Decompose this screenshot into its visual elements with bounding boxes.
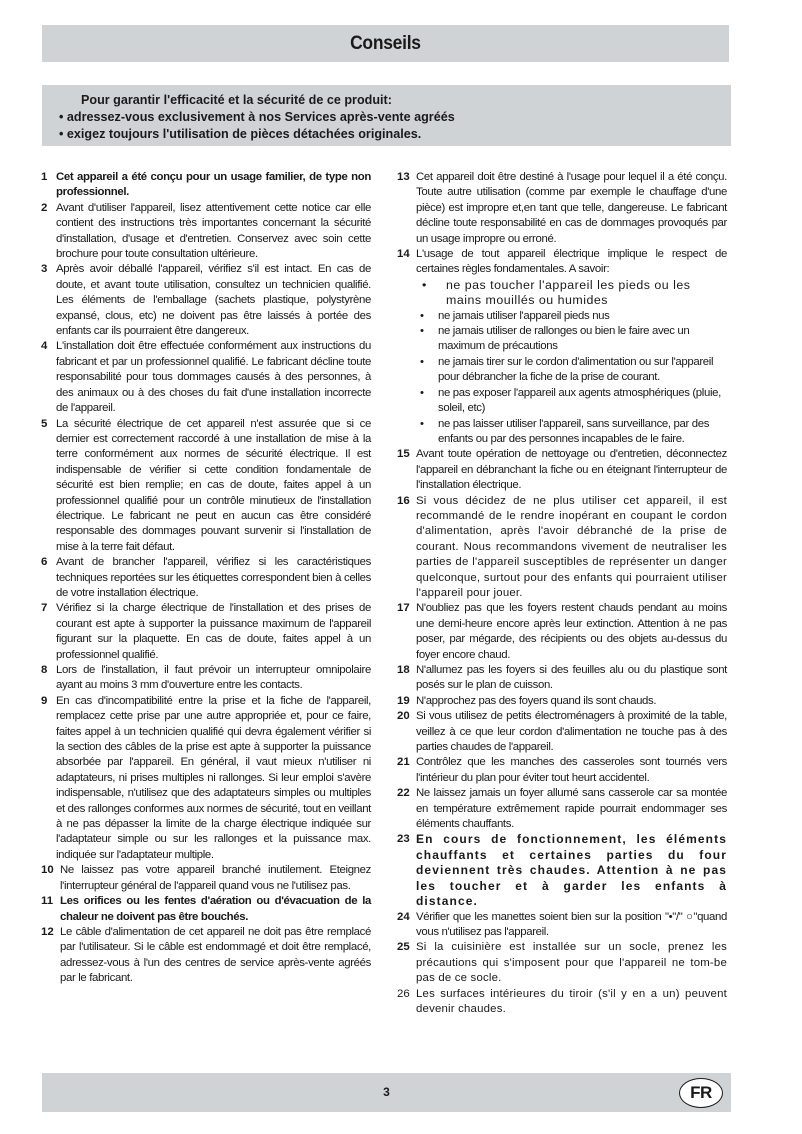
item-text: Ne laissez jamais un foyer allumé sans casserole car sa montée en température extrêmement rapide pourrait endommager ses éléments chauffants. xyxy=(416,787,727,831)
advice-item xyxy=(41,894,371,925)
item-text: Ne laissez pas votre appareil branché inutilement. Eteignez l'interrupteur général de l'appareil quand vous ne l'utilisez pas. xyxy=(60,864,371,892)
advice-item xyxy=(397,709,727,755)
item-number: 10 xyxy=(41,864,54,877)
advice-item xyxy=(41,601,371,663)
advice-item xyxy=(397,940,727,986)
item-number: 9 xyxy=(41,694,48,707)
item-number: 1 xyxy=(41,171,48,183)
info-bullet: • exigez toujours l'utilisation de pièces détachées originales. xyxy=(59,127,422,141)
item-text: Les surfaces intérieures du tiroir (s'il y en a un) peuvent devenir chaudes. xyxy=(416,987,727,1015)
advice-item xyxy=(397,910,727,941)
item-number: 19 xyxy=(397,694,410,707)
advice-item xyxy=(41,339,371,416)
item-text: En cours de fonctionnement, les éléments chauffants et certaines parties du four deviennent très chaudes. Attention à ne pas les toucher et à garder les enfants à distance. xyxy=(416,832,727,909)
item-number: 18 xyxy=(397,664,410,676)
advice-item xyxy=(397,447,727,493)
advice-item xyxy=(397,663,727,694)
advice-item xyxy=(41,694,371,863)
item-text: Les orifices ou les fentes d'aération ou d'évacuation de la chaleur ne doivent pas être bouchés. xyxy=(60,895,371,923)
safety-info-box xyxy=(42,85,731,146)
info-lead: Pour garantir l'efficacité et la sécurité de ce produit: xyxy=(81,93,392,107)
item-text: Cet appareil doit être destiné à l'usage pour lequel il a été conçu. Toute autre utilisation (comme par exemple le chauffage d'une pièce) est impropre et,en tant que telle, dangereuse. Le fabricant décline toute responsabilité en cas de dommages provoqués par un usage impropre ou erroné. xyxy=(416,171,727,245)
item-number: 15 xyxy=(397,448,410,461)
advice-item xyxy=(397,694,727,709)
advice-item xyxy=(397,494,727,602)
info-bullet: • adressez-vous exclusivement à nos Services après-vente agréés xyxy=(59,110,455,124)
item-number: 7 xyxy=(41,602,48,615)
item-text: L'usage de tout appareil électrique implique le respect de certaines règles fondamentales. A savoir: xyxy=(416,248,727,276)
right-column xyxy=(397,170,727,1017)
page-number: 3 xyxy=(383,1085,390,1099)
rules-bullet-list xyxy=(416,278,727,447)
item-number: 21 xyxy=(397,756,410,769)
item-number: 26 xyxy=(397,987,410,1000)
advice-item xyxy=(397,832,727,909)
rule-bullet: • ne pas laisser utiliser l'appareil, sans surveillance, par des enfants ou par des personnes incapables de le faire. xyxy=(416,417,727,448)
item-number: 11 xyxy=(41,895,54,908)
item-number: 5 xyxy=(41,417,48,430)
rule-bullet: • ne pas toucher l'appareil les pieds ou les mains mouillés ou humides xyxy=(416,278,727,309)
advice-item xyxy=(41,663,371,694)
advice-item xyxy=(41,170,371,201)
item-number: 25 xyxy=(397,941,410,954)
item-text: N'approchez pas des foyers quand ils sont chauds. xyxy=(416,694,657,707)
page-header xyxy=(42,25,729,62)
item-number: 22 xyxy=(397,787,410,800)
item-number: 6 xyxy=(41,556,48,569)
rule-bullet: • ne jamais utiliser l'appareil pieds nus xyxy=(416,309,727,324)
advice-item xyxy=(41,417,371,556)
item-text: Vérifiez si la charge électrique de l'installation et des prises de courant est apte à supporter la puissance maximum de l'appareil figurant sur la plaquette. En cas de doute, faites appel à un professionnel qualifié. xyxy=(56,602,371,661)
item-number: 20 xyxy=(397,710,410,723)
item-number: 17 xyxy=(397,602,410,615)
item-text: Si la cuisinière est installée sur un socle, prenez les précautions qui s'imposent pour que l'appareil ne tom-be pas de ce socle. xyxy=(416,941,727,985)
item-text: Cet appareil a été conçu pour un usage familier, de type non professionnel. xyxy=(56,171,371,199)
item-number: 4 xyxy=(41,340,48,353)
item-number: 14 xyxy=(397,248,410,261)
advice-item xyxy=(397,601,727,663)
item-number: 24 xyxy=(397,910,410,923)
item-text: N'allumez pas les foyers si des feuilles alu ou du plastique sont posés sur le plan de cuisson. xyxy=(416,664,727,692)
advice-item xyxy=(41,201,371,263)
item-text: Après avoir déballé l'appareil, vérifiez s'il est intact. En cas de doute, et avant toute utilisation, consultez un technicien qualifié. Les éléments de l'emballage (sachets plastique, polystyrène expansé, clous, etc) ne doivent pas être laissés à portée des enfants car ils pourraient être dangereux. xyxy=(56,263,371,338)
item-text: L'installation doit être effectuée conformément aux instructions du fabricant et par un professionnel qualifié. Le fabricant décline toute responsabilité pour tous dommages causés à des personnes, à des animaux ou à des choses du fait d'une installation incorrecte de l'appareil. xyxy=(56,340,371,415)
item-number: 8 xyxy=(41,664,48,676)
rule-bullet: • ne jamais tirer sur le cordon d'alimentation ou sur l'appareil pour débrancher la fiche de la prise de courant. xyxy=(416,355,727,386)
item-text: Avant d'utiliser l'appareil, lisez attentivement cette notice car elle contient des instructions très importantes concernant la sécurité d'installation, d'usage et d'entretien. Conservez avec soin cette brochure pour toute consultation ultérieure. xyxy=(56,201,371,261)
item-text: Vérifier que les manettes soient bien sur la position "•"/" ○"quand vous n'utilisez pas l'appareil. xyxy=(416,910,727,938)
item-text: La sécurité électrique de cet appareil n'est assurée que si ce dernier est correctement raccordé à une installation de mise à la terre conformément aux normes de sécurité électrique. Il est indispensable de vérifier si cette condition fondamentale de sécurité est bien remplie; en cas de doute, faites appel à un professionnel qualifié pour un contrôle minutieux de l'installation électrique. Le fabricant ne peut en aucun cas être considéré responsable des dommages pouvant survenir si l'installation de mise à la terre fait défaut. xyxy=(56,417,371,553)
advice-item xyxy=(41,863,371,894)
item-number: 12 xyxy=(41,925,54,938)
rule-bullet: • ne jamais utiliser de rallonges ou bien le faire avec un maximum de précautions xyxy=(416,324,727,355)
advice-item xyxy=(397,247,727,447)
rule-bullet: • ne pas exposer l'appareil aux agents atmosphériques (pluie, soleil, etc) xyxy=(416,386,727,417)
item-text: Contrôlez que les manches des casseroles sont tournés vers l'intérieur du plan pour éviter tout heurt accidentel. xyxy=(416,756,727,784)
item-text: Si vous utilisez de petits électroménagers à proximité de la table, veillez à ce que leur cordon d'alimentation ne touche pas à des parties chaudes de l'appareil. xyxy=(416,710,727,754)
language-badge-icon: FR xyxy=(679,1078,723,1108)
item-text: N'oubliez pas que les foyers restent chauds pendant au moins une demi-heure encore après leur extinction. Attention à ne pas poser, par mégarde, des récipients ou des objets au-dessus du foyer encore chaud. xyxy=(416,602,727,661)
advice-item xyxy=(41,925,371,987)
item-number: 23 xyxy=(397,833,410,846)
advice-item xyxy=(41,555,371,601)
advice-item xyxy=(397,987,727,1018)
advice-item xyxy=(397,170,727,247)
left-column xyxy=(41,170,371,987)
item-number: 13 xyxy=(397,171,410,183)
item-text: Avant toute opération de nettoyage ou d'entretien, déconnectez l'appareil en débranchant la fiche ou en éteignant l'interrupteur de l'installation électrique. xyxy=(416,448,727,492)
page-footer xyxy=(42,1073,731,1112)
item-text: En cas d'incompatibilité entre la prise et la fiche de l'appareil, remplacez cette prise par une autre appropriée et, pour ce faire, faites appel à un technicien qualifié qui devra également vérifier si la section des câbles de la prise est apte à supporter la puissance absorbée par l'appareil. En général, il vaut mieux n'utiliser ni adaptateurs, ni prises multiples ni rallonges. Si leur emploi s'avère indispensable, n'utilisez que des adaptateurs simples ou multiples et des rallonges conformes aux normes de sécurité, tout en veillant à ne pas dépasser la limite de la charge électrique indiquée sur l'adaptateur simple ou sur les rallonges et la puissance max. indiquée sur l'adaptateur multiple. xyxy=(56,694,371,861)
item-text: Avant de brancher l'appareil, vérifiez si les caractéristiques techniques reportées sur les étiquettes correspondent bien à celles de votre installation électrique. xyxy=(56,556,371,599)
item-text: Le câble d'alimentation de cet appareil ne doit pas être remplacé par l'utilisateur. Si le câble est endommagé et doit être remplacé, adressez-vous à l'un des centres de service après-vente agréés par le fabricant. xyxy=(60,925,371,985)
item-number: 2 xyxy=(41,201,48,214)
advice-item xyxy=(41,262,371,339)
item-number: 16 xyxy=(397,494,410,507)
advice-item xyxy=(397,755,727,786)
item-number: 3 xyxy=(41,263,48,276)
advice-item xyxy=(397,786,727,832)
page-title: Conseils xyxy=(350,32,421,54)
item-text: Si vous décidez de ne plus utiliser cet appareil, il est recommandé de le rendre inopérant en coupant le cordon d'alimentation, après l'avoir débranché de la prise de courant. Nous recommandons vivement de neutraliser les parties de l'appareil susceptibles de représenter un danger quelconque, surtout pour des enfants qui pourraient utiliser l'appareil pour jouer. xyxy=(416,494,727,599)
item-text: Lors de l'installation, il faut prévoir un interrupteur omnipolaire ayant au moins 3 mm d'ouverture entre les contacts. xyxy=(56,664,371,692)
